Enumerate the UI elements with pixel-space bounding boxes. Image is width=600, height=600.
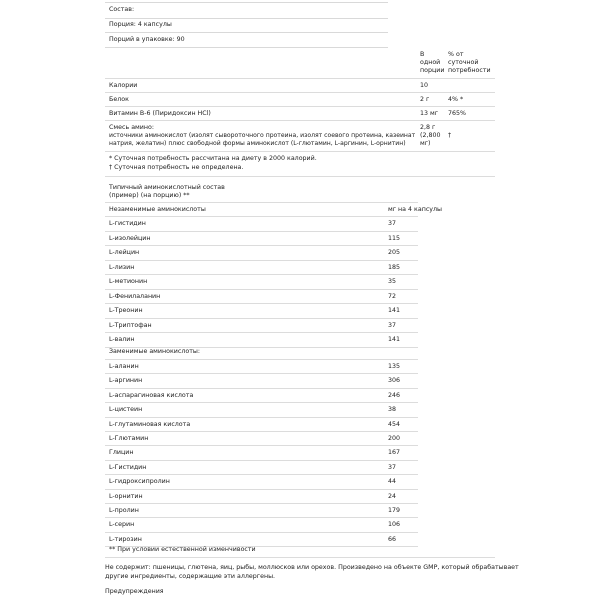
essential-header: Незаменимые аминокислоты (109, 206, 206, 213)
divider (105, 532, 418, 533)
amino-name: L-метионин (109, 278, 148, 285)
amino-mg: 167 (388, 449, 401, 457)
amino-name: Глицин (109, 449, 134, 457)
amino-name: L-Треонин (109, 307, 143, 314)
divider (105, 489, 418, 490)
amino-name: L-Триптофан (109, 321, 152, 329)
nutrient-name: Калории (109, 82, 138, 89)
amino-name: L-Фенилаланин (109, 292, 161, 300)
divider (105, 373, 418, 374)
amino-name: L-Глютамин (109, 435, 149, 442)
amino-name: L-тирозин (109, 535, 142, 543)
blend-title: Смесь амино: (109, 124, 154, 131)
amino-mg: 37 (388, 220, 397, 227)
amino-name: L-гистидин (109, 220, 146, 227)
amino-name: L-гидроксипролин (109, 478, 170, 486)
divider (105, 106, 495, 107)
divider (105, 216, 418, 217)
divider (105, 402, 418, 403)
divider (105, 517, 418, 518)
amino-mg: 179 (388, 507, 401, 514)
amino-mg: 454 (388, 420, 401, 428)
amino-mg: 115 (388, 234, 401, 242)
amino-name: L-лейцин (109, 249, 140, 256)
amino-mg: 141 (388, 307, 401, 314)
composition-label: Состав: (109, 6, 135, 13)
amino-mg: 106 (388, 521, 401, 529)
allergen-line2: другие ингредиенты, содержащие эти аллергены. (105, 573, 276, 580)
amino-mg: 205 (388, 249, 401, 256)
amino-mg: 200 (388, 435, 401, 442)
blend-desc-line2: натрия, желатин) плюс свободной формы аминокислот (L-глютамин, L-аргинин, L-орнитин) (109, 140, 406, 147)
nonessential-header: Заменимые аминокислоты: (109, 348, 200, 355)
amino-name: L-изолейцин (109, 234, 151, 242)
nutrient-daily: 765% (448, 110, 467, 117)
divider (105, 557, 495, 558)
amino-name: L-глутаминовая кислота (109, 420, 191, 428)
divider (105, 78, 495, 79)
amino-name: L-аспарагиновая кислота (109, 391, 194, 399)
amino-name: L-орнитин (109, 492, 143, 500)
amino-title-1: Типичный аминокислотный состав (109, 184, 225, 191)
footnote-undefined: † Суточная потребность не определена. (109, 164, 244, 171)
amino-mg: 44 (388, 478, 397, 486)
blend-desc-line1: источники аминокислот (изолят сывороточного протеина, изолят соевого протеина, казеинат (109, 132, 416, 139)
divider (105, 18, 388, 19)
divider (105, 92, 495, 93)
amino-name: L-валин (109, 336, 135, 343)
amino-mg: 38 (388, 406, 397, 414)
nutrient-name: Витамин B-6 (Пиридоксин HCl) (109, 110, 211, 117)
amino-mg: 135 (388, 363, 401, 370)
amino-mg: 246 (388, 391, 401, 399)
footnote-daily: * Суточная потребность рассчитана на диету в 2000 калорий. (109, 155, 317, 162)
divider (105, 332, 418, 333)
amino-name: L-цистеин (109, 406, 143, 414)
col-daily-1: % от (448, 51, 464, 58)
divider (105, 260, 418, 261)
divider (105, 460, 418, 461)
warnings-title: Предупреждения (105, 588, 164, 595)
amino-mg: 185 (388, 263, 401, 271)
nutrient-daily: 4% * (448, 96, 464, 103)
col-daily-2: суточной (448, 59, 479, 66)
divider (105, 176, 495, 177)
amino-name: L-лизин (109, 263, 135, 271)
amino-mg: 24 (388, 492, 397, 500)
top-divider (105, 2, 388, 3)
amino-name: L-пролин (109, 507, 139, 514)
amino-mg: 35 (388, 278, 397, 285)
amino-name: L-Гистидин (109, 463, 147, 471)
divider (105, 274, 418, 275)
nutrient-amount: 2 г (420, 96, 430, 103)
blend-amount-2: (2,800 (420, 132, 441, 139)
divider (105, 231, 418, 232)
servings-per-pack: Порций в упаковке: 90 (109, 36, 185, 43)
divider (105, 445, 418, 446)
divider (105, 417, 418, 418)
nutrient-amount: 10 (420, 82, 429, 89)
blend-daily: † (448, 132, 452, 139)
divider (105, 202, 418, 203)
amino-mg: 37 (388, 463, 397, 471)
nutrient-name: Белок (109, 96, 129, 103)
blend-amount-3: мг) (420, 140, 431, 147)
divider (105, 120, 495, 121)
col-per-serving-1: В (420, 51, 425, 58)
amino-mg: 306 (388, 377, 401, 385)
mg-col-header: мг на 4 капсулы (388, 206, 443, 213)
divider (105, 318, 418, 319)
col-daily-3: потребности (448, 67, 491, 74)
amino-title-2: (пример) (на порцию) ** (109, 192, 190, 199)
amino-name: L-аланин (109, 363, 139, 370)
amino-mg: 141 (388, 336, 401, 343)
divider (105, 289, 418, 290)
amino-mg: 37 (388, 321, 397, 329)
divider (105, 474, 418, 475)
col-per-serving-3: порции (420, 67, 445, 74)
amino-mg: 72 (388, 292, 397, 300)
divider (105, 245, 418, 246)
divider (105, 359, 418, 360)
allergen-line1: Не содержит: пшеницы, глютена, яиц, рыбы, моллюсков или орехов. Произведено на объекте GMP, который обрабатывает (105, 564, 519, 571)
divider (105, 32, 388, 33)
divider (105, 503, 418, 504)
divider (105, 151, 495, 152)
blend-amount-1: 2,8 г (420, 124, 436, 131)
divider (105, 388, 418, 389)
serving-size: Порция: 4 капсулы (109, 21, 172, 28)
col-per-serving-2: одной (420, 59, 441, 66)
amino-mg: 66 (388, 535, 397, 543)
divider (105, 303, 418, 304)
variability-note: ** При условии естественной изменчивости (109, 546, 256, 553)
divider (105, 47, 388, 48)
divider (105, 431, 418, 432)
amino-name: L-аргинин (109, 377, 143, 385)
nutrient-amount: 13 мг (420, 110, 439, 117)
amino-name: L-серин (109, 521, 135, 529)
